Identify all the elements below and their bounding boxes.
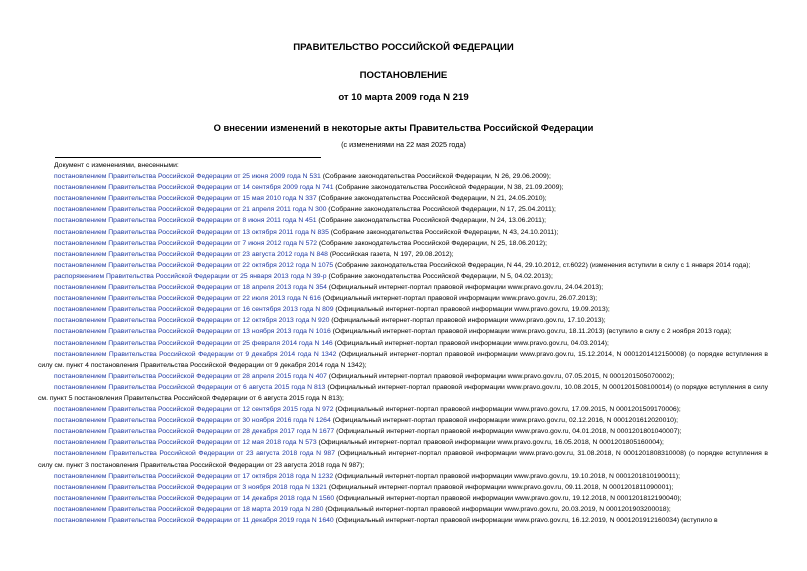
amendment-item xyxy=(38,515,768,526)
amendment-source: (Собрание законодательства Российской Федерации, N 21, 24.05.2010); xyxy=(316,195,547,203)
amendment-item xyxy=(38,371,768,382)
amendment-link[interactable]: постановлением Правительства Российской Федерации от 7 июня 2012 года N 572 xyxy=(54,239,318,247)
amendment-item xyxy=(38,448,768,470)
amendment-source: (Российская газета, N 197, 29.08.2012); xyxy=(327,250,454,258)
amendment-source: (Собрание законодательства Российской Федерации, N 43, 24.10.2011); xyxy=(328,228,559,236)
amendment-link[interactable]: постановлением Правительства Российской Федерации от 12 октября 2013 года N 920 xyxy=(54,317,330,325)
amendment-source: (Официальный интернет-портал правовой информации www.pravo.gov.ru, 10.08.2015, N 0001201508100014) (о порядке вступления в силу см. пункт 5 постановления Правительства Российской Федерации от 6 августа 2015 года N 813); xyxy=(38,383,768,402)
amendment-link[interactable]: постановлением Правительства Российской Федерации от 28 апреля 2015 года N 407 xyxy=(54,372,327,380)
government-heading: ПРАВИТЕЛЬСТВО РОССИЙСКОЙ ФЕДЕРАЦИИ xyxy=(293,42,514,53)
amendment-link[interactable]: постановлением Правительства Российской Федерации от 3 ноября 2018 года N 1321 xyxy=(54,483,327,491)
amendment-source: (Собрание законодательства Российской Федерации, N 26, 29.06.2009); xyxy=(320,173,551,181)
document-title: О внесении изменений в некоторые акты Правительства Российской Федерации xyxy=(213,122,594,133)
amendment-source: (Официальный интернет-портал правовой информации www.pravo.gov.ru, 17.09.2015, N 0001201509170006); xyxy=(333,406,681,414)
amendment-link[interactable]: распоряжением Правительства Российской Федерации от 25 января 2013 года N 39-р xyxy=(54,272,327,280)
amendment-source: (Собрание законодательства Российской Федерации, N 44, 29.10.2012, ст.6022) (изменения вступили в силу с 1 января 2014 года); xyxy=(333,261,751,269)
amendment-item xyxy=(38,349,768,371)
amendment-item xyxy=(38,193,768,204)
amendment-item xyxy=(38,260,768,271)
amendment-source: (Официальный интернет-портал правовой информации www.pravo.gov.ru, 02.12.2016, N 0001201612020010); xyxy=(330,417,679,425)
amendment-link[interactable]: постановлением Правительства Российской Федерации от 23 августа 2012 года N 848 xyxy=(54,250,328,258)
amendment-item xyxy=(38,493,768,504)
amendment-item xyxy=(38,215,768,226)
amendment-link[interactable]: постановлением Правительства Российской Федерации от 6 августа 2015 года N 813 xyxy=(54,383,326,391)
amendment-item xyxy=(38,182,768,193)
amendment-source: (Официальный интернет-портал правовой информации www.pravo.gov.ru, 31.08.2018, N 0001201808310008) (о порядке вступления в силу см. пункт 3 постановления Правительства Российской Федерации от 23 августа 2018 года N 987); xyxy=(38,450,768,469)
amendment-item xyxy=(38,249,768,260)
amendment-source: (Официальный интернет-портал правовой информации www.pravo.gov.ru, 19.09.2013); xyxy=(333,306,610,314)
amendment-item xyxy=(38,315,768,326)
amendment-item xyxy=(38,426,768,437)
amendment-link[interactable]: постановлением Правительства Российской Федерации от 18 марта 2019 года N 280 xyxy=(54,505,324,513)
amendment-source: (Официальный интернет-портал правовой информации www.pravo.gov.ru, 17.10.2013); xyxy=(329,317,606,325)
amendment-source: (Официальный интернет-портал правовой информации www.pravo.gov.ru, 24.04.2013); xyxy=(326,284,604,292)
amendment-link[interactable]: постановлением Правительства Российской Федерации от 25 февраля 2014 года N 146 xyxy=(54,339,333,347)
amendment-item xyxy=(38,238,768,249)
amendment-link[interactable]: постановлением Правительства Российской Федерации от 23 августа 2018 года N 987 xyxy=(54,450,335,458)
amendment-source: (Собрание законодательства Российской Федерации, N 25, 18.06.2012); xyxy=(317,239,548,247)
amendment-source: (Официальный интернет-портал правовой информации www.pravo.gov.ru, 09.11.2018, N 0001201811090001); xyxy=(326,483,674,491)
amendment-source: (Официальный интернет-портал правовой информации www.pravo.gov.ru, 19.10.2018, N 0001201810190011); xyxy=(333,472,680,480)
amendment-source: (Собрание законодательства Российской Федерации, N 17, 25.04.2011); xyxy=(326,206,556,214)
amendment-link[interactable]: постановлением Правительства Российской Федерации от 25 июня 2009 года N 531 xyxy=(54,173,321,181)
amendment-link[interactable]: постановлением Правительства Российской Федерации от 9 декабря 2014 года N 1342 xyxy=(54,350,337,358)
amendment-source: (Официальный интернет-портал правовой информации www.pravo.gov.ru, 16.05.2018, N 0001201805160004); xyxy=(316,439,664,447)
amendment-item xyxy=(38,382,768,404)
amendment-item xyxy=(38,304,768,315)
amendment-link[interactable]: постановлением Правительства Российской Федерации от 11 декабря 2019 года N 1640 xyxy=(54,517,334,524)
amendment-item xyxy=(38,437,768,448)
amendment-item xyxy=(38,404,768,415)
amendment-item xyxy=(38,471,768,482)
amendment-source: (Официальный интернет-портал правовой информации www.pravo.gov.ru, 07.05.2015, N 0001201505070002); xyxy=(326,372,675,380)
amendment-link[interactable]: постановлением Правительства Российской Федерации от 14 декабря 2018 года N 1560 xyxy=(54,494,335,502)
amendment-item xyxy=(38,227,768,238)
amendment-item xyxy=(38,204,768,215)
amendment-link[interactable]: постановлением Правительства Российской Федерации от 14 сентября 2009 года N 741 xyxy=(54,184,334,192)
amendment-source: (Официальный интернет-портал правовой информации www.pravo.gov.ru, 20.03.2019, N 0001201903200018); xyxy=(323,505,671,513)
amendment-link[interactable]: постановлением Правительства Российской Федерации от 16 сентября 2013 года N 809 xyxy=(54,306,334,314)
amendment-link[interactable]: постановлением Правительства Российской Федерации от 12 сентября 2015 года N 972 xyxy=(54,406,334,414)
amendment-link[interactable]: постановлением Правительства Российской Федерации от 21 апреля 2011 года N 300 xyxy=(54,206,327,214)
amendment-item xyxy=(38,171,768,182)
amendment-source: (Собрание законодательства Российской Федерации, N 38, 21.09.2009); xyxy=(333,184,564,192)
amendment-source: (Официальный интернет-портал правовой информации www.pravo.gov.ru, 26.07.2013); xyxy=(320,295,598,303)
amendment-link[interactable]: постановлением Правительства Российской Федерации от 22 июля 2013 года N 616 xyxy=(54,295,321,303)
amendment-link[interactable]: постановлением Правительства Российской Федерации от 13 ноября 2013 года N 1016 xyxy=(54,328,331,336)
amendment-source: (Официальный интернет-портал правовой информации www.pravo.gov.ru, 16.12.2019, N 0001201912160034) (вступило в xyxy=(333,517,718,524)
amendment-link[interactable]: постановлением Правительства Российской Федерации от 22 октября 2012 года N 1075 xyxy=(54,261,334,269)
amendment-item xyxy=(38,293,768,304)
document-date-number: от 10 марта 2009 года N 219 xyxy=(338,92,469,103)
amendment-link[interactable]: постановлением Правительства Российской Федерации от 17 октября 2018 года N 1232 xyxy=(54,472,334,480)
amendment-link[interactable]: постановлением Правительства Российской Федерации от 30 ноября 2016 года N 1264 xyxy=(54,417,331,425)
amendment-source: (Официальный интернет-портал правовой информации www.pravo.gov.ru, 04.03.2014); xyxy=(332,339,609,347)
amendment-source: (Собрание законодательства Российской Федерации, N 5, 04.02.2013); xyxy=(326,272,553,280)
document-type-heading: ПОСТАНОВЛЕНИЕ xyxy=(359,70,448,81)
amendment-link[interactable]: постановлением Правительства Российской Федерации от 28 декабря 2017 года N 1677 xyxy=(54,428,335,436)
amendment-source: (Официальный интернет-портал правовой информации www.pravo.gov.ru, 15.12.2014, N 0001201412150008) (о порядке вступления в силу см. пункт 4 постановления Правительства Российской Федерации от 9 декабря 2014 года N 1342); xyxy=(38,350,768,369)
amendment-item xyxy=(38,338,768,349)
amendment-item xyxy=(38,482,768,493)
amendment-source: (Официальный интернет-портал правовой информации www.pravo.gov.ru, 04.01.2018, N 0001201801040007); xyxy=(334,428,682,436)
amendment-link[interactable]: постановлением Правительства Российской Федерации от 15 мая 2010 года N 337 xyxy=(54,195,317,203)
amendment-link[interactable]: постановлением Правительства Российской Федерации от 13 октября 2011 года N 835 xyxy=(54,228,329,236)
amendments-list xyxy=(38,160,768,526)
amendment-item xyxy=(38,504,768,515)
separator-line xyxy=(55,157,321,158)
amendment-item xyxy=(38,282,768,293)
amendment-source: (Собрание законодательства Российской Федерации, N 24, 13.06.2011); xyxy=(316,217,547,225)
amendment-link[interactable]: постановлением Правительства Российской Федерации от 8 июня 2011 года N 451 xyxy=(54,217,317,225)
amendments-intro: Документ с изменениями, внесенными: xyxy=(54,162,179,169)
amendment-item xyxy=(38,326,768,337)
amendment-source: (Официальный интернет-портал правовой информации www.pravo.gov.ru, 19.12.2018, N 0001201812190040); xyxy=(334,494,682,502)
amendment-link[interactable]: постановлением Правительства Российской Федерации от 12 мая 2018 года N 573 xyxy=(54,439,317,447)
amendment-item xyxy=(38,415,768,426)
amendment-link[interactable]: постановлением Правительства Российской Федерации от 18 апреля 2013 года N 354 xyxy=(54,284,327,292)
amendment-source: (Официальный интернет-портал правовой информации www.pravo.gov.ru, 18.11.2013) (вступило в силу с 2 ноября 2013 года); xyxy=(330,328,732,336)
amendment-item xyxy=(38,271,768,282)
document-subtitle: (с изменениями на 22 мая 2025 года) xyxy=(341,140,466,149)
